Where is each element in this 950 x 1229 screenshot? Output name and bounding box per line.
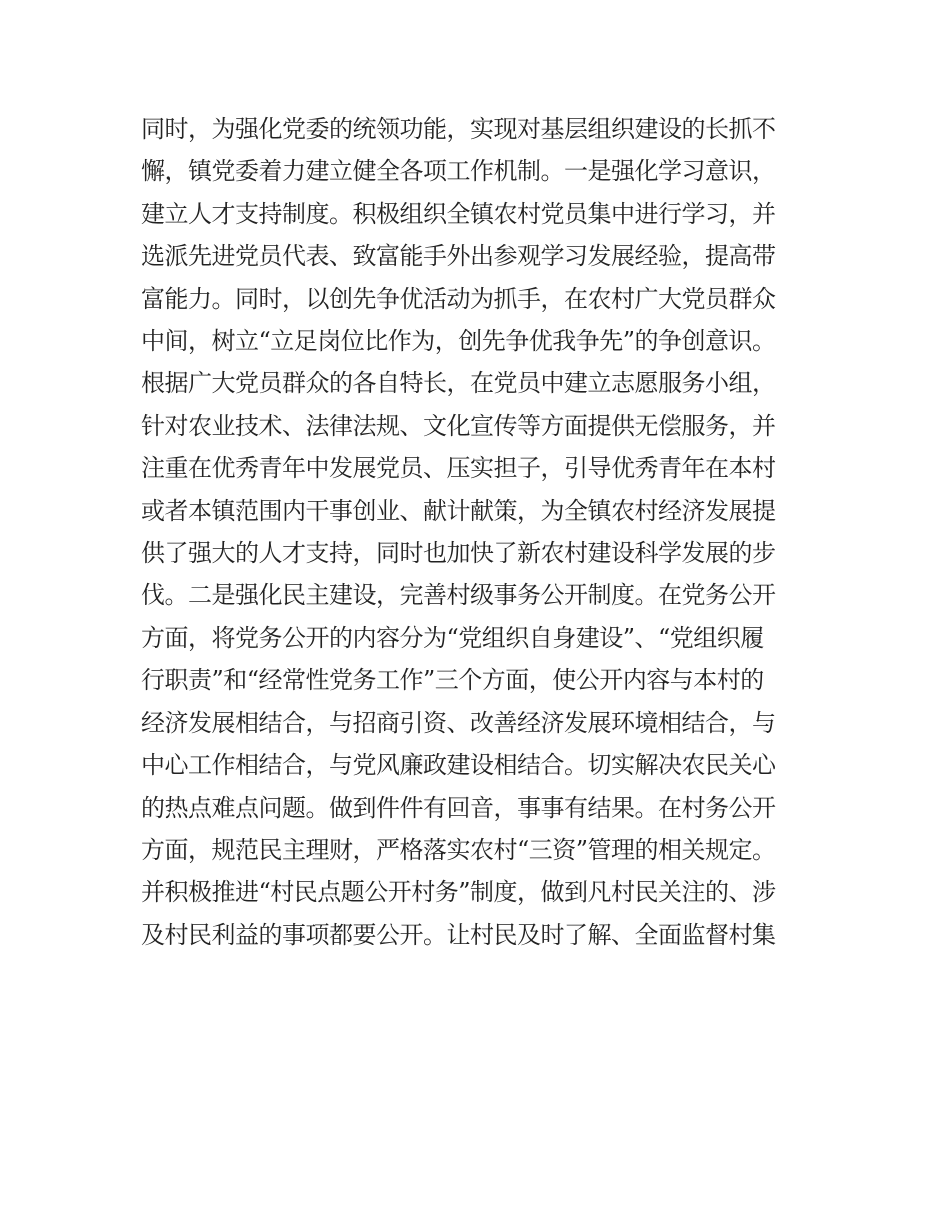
text-line: 中心工作相结合，与党风廉政建设相结合。切实解决农民关心 bbox=[141, 751, 776, 780]
text-line: 懈，镇党委着力建立健全各项工作机制。一是强化学习意识， bbox=[141, 157, 776, 186]
text-line: 的热点难点问题。做到件件有回音，事事有结果。在村务公开 bbox=[141, 793, 776, 822]
text-line: 方面，规范民主理财，严格落实农村“三资”管理的相关规定。 bbox=[141, 835, 776, 864]
text-line: 根据广大党员群众的各自特长，在党员中建立志愿服务小组， bbox=[141, 369, 776, 398]
text-line: 建立人才支持制度。积极组织全镇农村党员集中进行学习，并 bbox=[141, 199, 776, 228]
text-line: 或者本镇范围内干事创业、献计献策，为全镇农村经济发展提 bbox=[141, 496, 776, 525]
text-line: 并积极推进“村民点题公开村务”制度，做到凡村民关注的、涉 bbox=[141, 878, 776, 907]
text-line: 伐。二是强化民主建设，完善村级事务公开制度。在党务公开 bbox=[141, 581, 776, 610]
text-line: 同时，为强化党委的统领功能，实现对基层组织建设的长抓不 bbox=[141, 115, 776, 143]
text-line: 供了强大的人才支持，同时也加快了新农村建设科学发展的步 bbox=[141, 539, 776, 568]
body-paragraph bbox=[141, 108, 821, 956]
text-line: 富能力。同时，以创先争优活动为抓手，在农村广大党员群众 bbox=[141, 284, 776, 313]
text-line: 及村民利益的事项都要公开。让村民及时了解、全面监督村集 bbox=[141, 920, 776, 949]
text-line: 经济发展相结合，与招商引资、改善经济发展环境相结合，与 bbox=[141, 708, 776, 737]
text-line: 选派先进党员代表、致富能手外出参观学习发展经验，提高带 bbox=[141, 242, 776, 271]
text-line: 中间，树立“立足岗位比作为，创先争优我争先”的争创意识。 bbox=[141, 327, 776, 356]
text-line: 行职责”和“经常性党务工作”三个方面，使公开内容与本村的 bbox=[141, 666, 764, 695]
text-line: 方面，将党务公开的内容分为“党组织自身建设”、“党组织履 bbox=[141, 623, 764, 652]
text-line: 针对农业技术、法律法规、文化宣传等方面提供无偿服务，并 bbox=[141, 411, 776, 440]
text-line: 注重在优秀青年中发展党员、压实担子，引导优秀青年在本村 bbox=[141, 454, 776, 483]
